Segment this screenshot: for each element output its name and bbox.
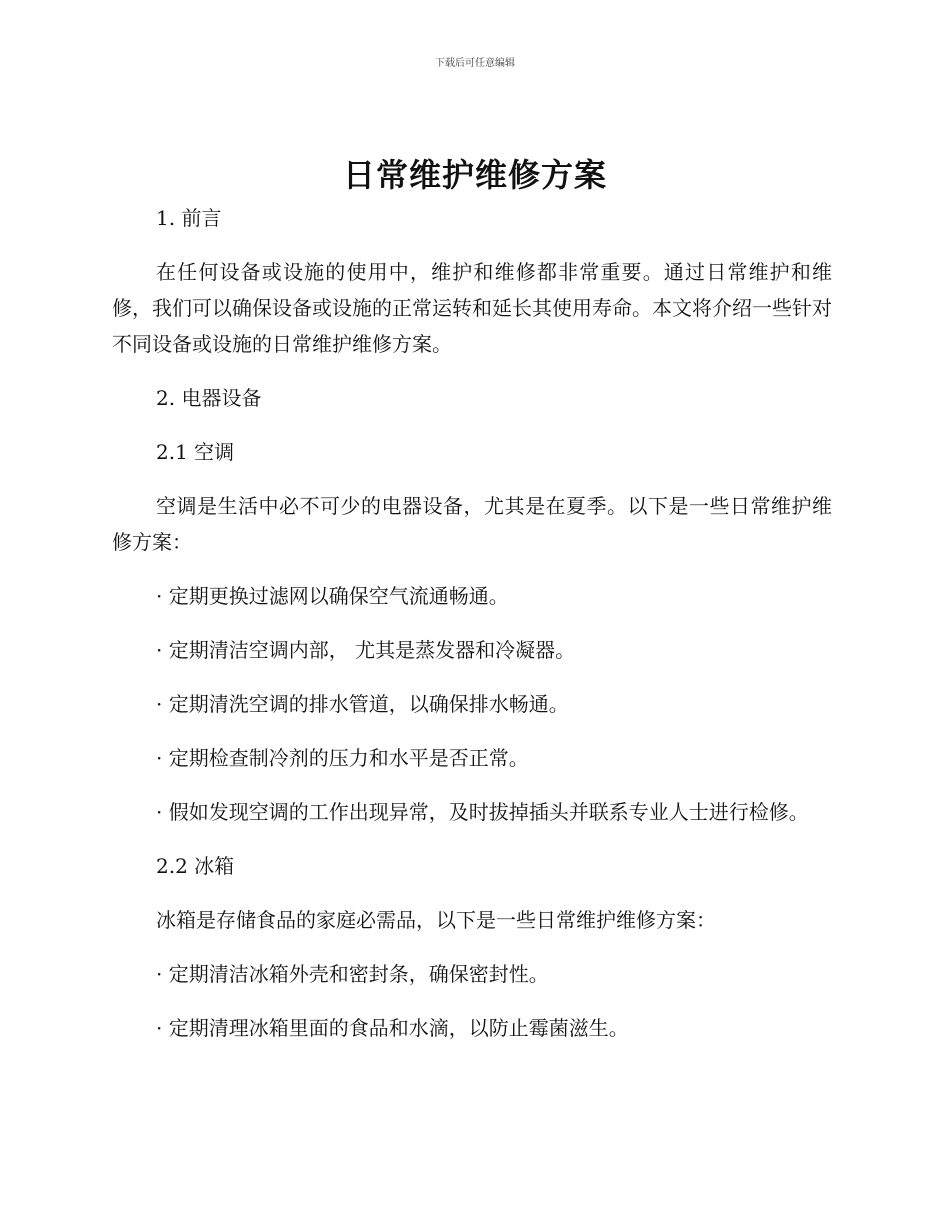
air-conditioner-paragraph: 空调是生活中必不可少的电器设备，尤其是在夏季。以下是一些日常维护维修方案： xyxy=(112,494,832,554)
air-conditioner-bullet: · 定期清洁空调内部， 尤其是蒸发器和冷凝器。 xyxy=(156,638,576,662)
document-body xyxy=(112,200,832,1046)
air-conditioner-bullet: · 假如发现空调的工作出现异常，及时拔掉插头并联系专业人士进行检修。 xyxy=(156,800,809,824)
header-note: 下载后可任意编辑 xyxy=(435,58,515,69)
air-conditioner-bullet: · 定期更换过滤网以确保空气流通畅通。 xyxy=(156,584,509,608)
document-title: 日常维护维修方案 xyxy=(342,156,607,194)
subsection-heading-air-conditioner: 2.1 空调 xyxy=(156,440,235,464)
refrigerator-bullet: · 定期清理冰箱里面的食品和水滴，以防止霉菌滋生。 xyxy=(156,1016,629,1040)
refrigerator-bullet: · 定期清洁冰箱外壳和密封条，确保密封性。 xyxy=(156,962,549,986)
section-heading-preface: 1. 前言 xyxy=(156,206,222,230)
subsection-heading-refrigerator: 2.2 冰箱 xyxy=(156,854,235,878)
air-conditioner-bullet: · 定期检查制冷剂的压力和水平是否正常。 xyxy=(156,746,529,770)
section-heading-electrical: 2. 电器设备 xyxy=(156,386,262,410)
refrigerator-paragraph: 冰箱是存储食品的家庭必需品，以下是一些日常维护维修方案： xyxy=(156,908,716,932)
air-conditioner-bullet: · 定期清洗空调的排水管道，以确保排水畅通。 xyxy=(156,692,569,716)
preface-paragraph: 在任何设备或设施的使用中，维护和维修都非常重要。通过日常维护和维修，我们可以确保设备或设施的正常运转和延长其使用寿命。本文将介绍一些针对不同设备或设施的日常维护维修方案。 xyxy=(112,260,832,356)
